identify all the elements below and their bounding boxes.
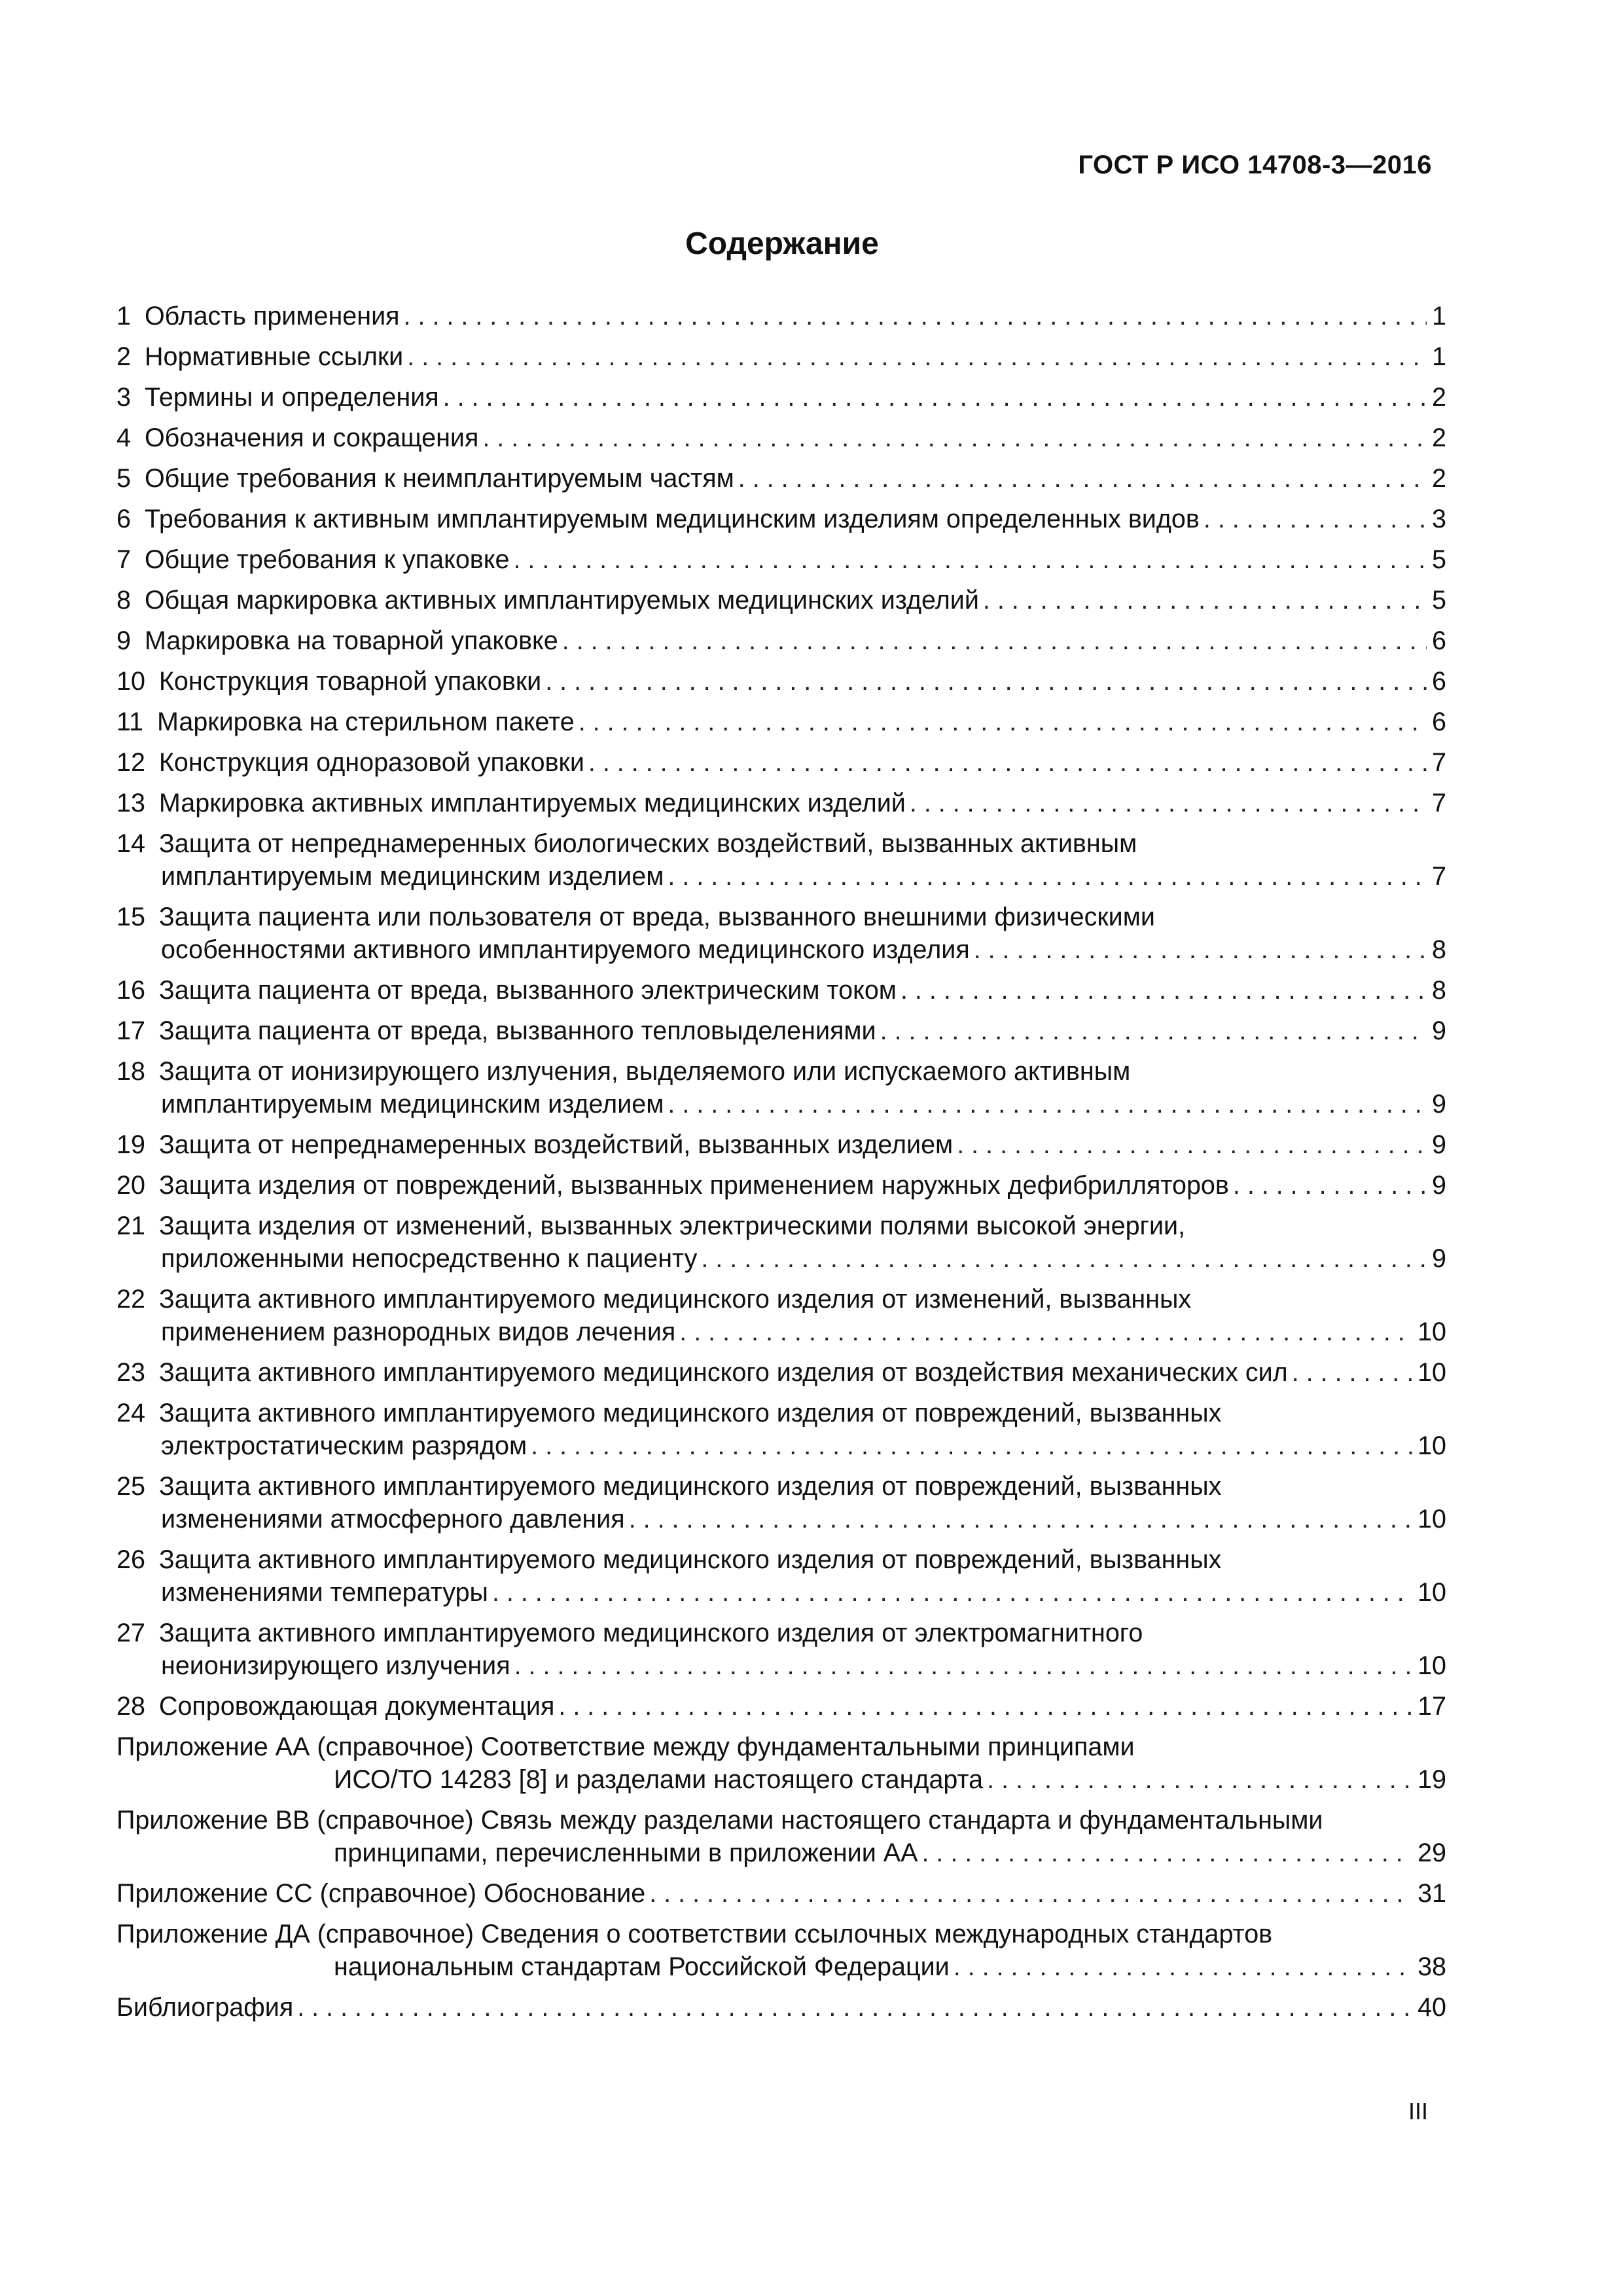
toc-entry-number: 7: [116, 545, 131, 574]
toc-page-number: 38: [1418, 1952, 1446, 1981]
dot-leader: [701, 1242, 1427, 1275]
dot-leader: [492, 1576, 1412, 1609]
toc-entry-number: 20: [116, 1171, 145, 1200]
toc-entry-text: [116, 1356, 1288, 1389]
toc-page-number: 17: [1418, 1692, 1446, 1721]
toc-entry[interactable]: [116, 901, 1446, 966]
toc-page-number: 1: [1432, 302, 1446, 331]
dot-leader: [482, 422, 1427, 454]
document-code: ГОСТ Р ИСО 14708-3—2016: [1078, 151, 1432, 179]
toc-entry[interactable]: [116, 1543, 1446, 1609]
toc-entry[interactable]: [116, 1356, 1446, 1389]
toc-entry-title: Общие требования к неимплантируемым частям: [144, 464, 734, 493]
toc-entry-title: Защита пациента от вреда, вызванного тепловыделениями: [158, 1016, 876, 1045]
toc-page-number: 10: [1418, 1358, 1446, 1387]
toc-page-number: 6: [1432, 708, 1446, 736]
toc-entry-title: принципами, перечисленными в приложении АА: [334, 1839, 918, 1867]
toc-entry[interactable]: [116, 422, 1446, 454]
toc-entry-number: 28: [116, 1692, 145, 1721]
toc-entry[interactable]: [116, 462, 1446, 495]
toc-entry-text: [161, 1576, 488, 1609]
toc-entry[interactable]: [116, 340, 1446, 373]
toc-entry[interactable]: [116, 746, 1446, 779]
toc-page-number: 19: [1418, 1765, 1446, 1794]
toc-entry-number: 25: [116, 1472, 145, 1501]
toc-entry-text: [334, 1950, 950, 1983]
toc-entry-text: [116, 1211, 1185, 1240]
toc-entry-text: [161, 1649, 510, 1682]
toc-entry-title: Защита активного имплантируемого медицинского изделия от изменений, вызванных: [158, 1285, 1192, 1314]
dot-leader: [297, 1991, 1412, 2024]
toc-entry-title: Защита активного имплантируемого медицинского изделия от повреждений, вызванных: [158, 1399, 1222, 1427]
toc-entry-number: 16: [116, 976, 145, 1005]
toc-entry-title: Защита пациента от вреда, вызванного электрическим током: [158, 976, 897, 1005]
toc-page-number: 10: [1418, 1505, 1446, 1534]
toc-entry-number: 2: [116, 342, 131, 371]
toc-page-number: 10: [1418, 1431, 1446, 1460]
toc-entry-text: [116, 787, 906, 819]
toc-entry-title: Защита активного имплантируемого медицинского изделия от воздействия механических сил: [158, 1358, 1288, 1387]
dot-leader: [1292, 1356, 1412, 1389]
toc-entry-number: 23: [116, 1358, 145, 1387]
dot-leader: [738, 462, 1427, 495]
toc-entry-title: неионизирующего излучения: [161, 1651, 510, 1680]
toc-page-number: 9: [1432, 1090, 1446, 1119]
toc-entry-title: Защита активного имплантируемого медицинского изделия от электромагнитного: [158, 1619, 1143, 1647]
toc-entry-title: Защита активного имплантируемого медицинского изделия от повреждений, вызванных: [158, 1472, 1222, 1501]
dot-leader: [880, 1014, 1427, 1047]
table-of-contents: [116, 300, 1446, 2032]
toc-entry-number: 24: [116, 1399, 145, 1427]
toc-entry-number: 3: [116, 383, 131, 412]
toc-entry-text: [116, 1545, 1221, 1574]
toc-entry-text: [161, 1316, 675, 1348]
toc-entry-title: Защита пациента или пользователя от вреда, вызванного внешними физическими: [158, 903, 1155, 931]
toc-entry-number: 5: [116, 464, 131, 493]
toc-entry-title: имплантируемым медицинским изделием: [161, 1090, 664, 1119]
toc-entry-title: национальным стандартам Российской Федерации: [334, 1952, 950, 1981]
toc-bibliography-entry[interactable]: [116, 1991, 1446, 2024]
toc-entry-text: [161, 1088, 664, 1121]
toc-entry[interactable]: [116, 1210, 1446, 1275]
dot-leader: [1233, 1169, 1427, 1202]
toc-page-number: 40: [1418, 1993, 1446, 2022]
toc-page-number: 31: [1418, 1879, 1446, 1908]
toc-entry-number: 27: [116, 1619, 145, 1647]
toc-page-number: 5: [1432, 545, 1446, 574]
toc-entry-number: 12: [116, 748, 145, 777]
toc-entry-text: [116, 462, 734, 495]
toc-entry-text: [116, 1128, 953, 1161]
toc-entry-title: имплантируемым медицинским изделием: [161, 862, 664, 891]
toc-entry[interactable]: [116, 584, 1446, 617]
toc-entry[interactable]: [116, 624, 1446, 657]
toc-page-number: 7: [1432, 862, 1446, 891]
dot-leader: [579, 706, 1427, 738]
toc-entry[interactable]: [116, 787, 1446, 819]
toc-entry-text: [116, 974, 897, 1007]
toc-entry-text: [334, 1837, 918, 1869]
toc-entry-title: Приложение АА (справочное) Соответствие между фундаментальными принципами: [116, 1732, 1135, 1761]
toc-appendix-entry[interactable]: [116, 1731, 1446, 1796]
toc-entry-number: 14: [116, 829, 145, 858]
dot-leader: [668, 860, 1427, 893]
toc-entry[interactable]: [116, 665, 1446, 698]
toc-entry-text: [161, 1503, 625, 1535]
dot-leader: [974, 933, 1427, 966]
toc-entry-number: 21: [116, 1211, 145, 1240]
toc-entry-title: Приложение ВВ (справочное) Связь между разделами настоящего стандарта и фундаментальными: [116, 1806, 1323, 1835]
toc-entry[interactable]: [116, 381, 1446, 414]
toc-entry-title: Библиография: [116, 1993, 294, 2022]
toc-entry-title: изменениями атмосферного давления: [161, 1505, 625, 1534]
toc-entry-title: Защита от ионизирующего излучения, выделяемого или испускаемого активным: [158, 1057, 1131, 1086]
toc-entry-text: [161, 1429, 527, 1462]
toc-entry-title: Общие требования к упаковке: [144, 545, 510, 574]
dot-leader: [404, 300, 1427, 332]
toc-entry[interactable]: [116, 300, 1446, 332]
toc-entry-text: [334, 1763, 983, 1796]
toc-page-number: 5: [1432, 586, 1446, 615]
dot-leader: [588, 746, 1427, 779]
dot-leader: [545, 665, 1427, 698]
toc-entry-text: [116, 1472, 1221, 1501]
toc-entry-text: [116, 1057, 1130, 1086]
toc-page-number: 7: [1432, 748, 1446, 777]
toc-title: Содержание: [685, 226, 879, 261]
toc-entry-number: 6: [116, 505, 131, 533]
toc-entry-text: [116, 1619, 1143, 1647]
dot-leader: [443, 381, 1427, 414]
toc-page-number: 9: [1432, 1171, 1446, 1200]
toc-entry-text: [116, 1877, 645, 1910]
toc-page-number: 9: [1432, 1130, 1446, 1159]
toc-entry-text: [116, 665, 541, 698]
toc-entry-title: Защита от непреднамеренных биологических воздействий, вызванных активным: [158, 829, 1137, 858]
toc-entry[interactable]: [116, 1055, 1446, 1121]
toc-entry-title: Маркировка на товарной упаковке: [144, 626, 558, 655]
toc-entry-text: [116, 1285, 1191, 1314]
toc-page-number: 6: [1432, 626, 1446, 655]
toc-entry-title: Область применения: [144, 302, 400, 331]
dot-leader: [629, 1503, 1412, 1535]
toc-entry-number: 1: [116, 302, 131, 331]
dot-leader: [668, 1088, 1427, 1121]
dot-leader: [957, 1128, 1427, 1161]
toc-entry-title: приложенными непосредственно к пациенту: [161, 1244, 698, 1273]
toc-entry-text: [161, 933, 970, 966]
toc-entry-title: Приложение ДА (справочное) Сведения о соответствии ссылочных международных стандартов: [116, 1920, 1273, 1948]
dot-leader: [910, 787, 1427, 819]
toc-entry-text: [116, 1806, 1323, 1835]
toc-entry-title: ИСО/ТО 14283 [8] и разделами настоящего стандарта: [334, 1765, 984, 1794]
toc-entry[interactable]: [116, 1397, 1446, 1462]
toc-entry-title: Сопровождающая документация: [158, 1692, 555, 1721]
toc-entry-text: [116, 381, 439, 414]
toc-entry-number: 11: [116, 708, 144, 736]
toc-entry-number: 17: [116, 1016, 145, 1045]
dot-leader: [514, 1649, 1412, 1682]
toc-entry-text: [116, 1399, 1221, 1427]
dot-leader: [921, 1837, 1412, 1869]
toc-page-number: 29: [1418, 1839, 1446, 1867]
dot-leader: [513, 543, 1427, 576]
toc-entry-number: 19: [116, 1130, 145, 1159]
toc-entry[interactable]: [116, 706, 1446, 738]
toc-entry-title: Требования к активным имплантируемым медицинским изделиям определенных видов: [144, 505, 1200, 533]
toc-entry-title: Обозначения и сокращения: [144, 423, 479, 452]
dot-leader: [1204, 503, 1427, 535]
dot-leader: [407, 340, 1427, 373]
toc-entry-text: [116, 706, 575, 738]
toc-entry-title: Нормативные ссылки: [144, 342, 404, 371]
dot-leader: [649, 1877, 1412, 1910]
dot-leader: [562, 624, 1427, 657]
toc-entry-title: особенностями активного имплантируемого медицинского изделия: [161, 935, 970, 964]
toc-entry-title: Защита активного имплантируемого медицинского изделия от повреждений, вызванных: [158, 1545, 1222, 1574]
toc-entry-text: [116, 503, 1200, 535]
toc-entry[interactable]: [116, 974, 1446, 1007]
toc-entry-text: [116, 1732, 1135, 1761]
dot-leader: [954, 1950, 1412, 1983]
toc-entry-title: изменениями температуры: [161, 1578, 488, 1607]
toc-page-number: 10: [1418, 1318, 1446, 1346]
toc-entry-text: [116, 624, 558, 657]
toc-appendix-entry[interactable]: [116, 1918, 1446, 1983]
toc-entry[interactable]: [116, 1283, 1446, 1348]
toc-entry[interactable]: [116, 1169, 1446, 1202]
toc-entry-text: [116, 829, 1137, 858]
toc-page-number: 2: [1432, 464, 1446, 493]
toc-entry-text: [116, 1014, 876, 1047]
toc-entry-text: [116, 340, 403, 373]
toc-entry-text: [161, 1242, 697, 1275]
toc-page-number: 3: [1432, 505, 1446, 533]
toc-entry-text: [116, 1690, 554, 1723]
toc-page-number: 2: [1432, 423, 1446, 452]
toc-page-number: 7: [1432, 789, 1446, 817]
toc-entry-title: Маркировка активных имплантируемых медицинских изделий: [158, 789, 906, 817]
toc-entry-title: Маркировка на стерильном пакете: [157, 708, 575, 736]
toc-entry[interactable]: [116, 1128, 1446, 1161]
toc-entry-number: 10: [116, 667, 145, 696]
toc-appendix-entry[interactable]: [116, 1804, 1446, 1869]
toc-entry-title: Защита от непреднамеренных воздействий, вызванных изделием: [158, 1130, 954, 1159]
toc-entry-number: 18: [116, 1057, 145, 1086]
toc-entry[interactable]: [116, 827, 1446, 893]
toc-entry-text: [116, 300, 400, 332]
toc-page-number: 9: [1432, 1244, 1446, 1273]
page-number: III: [1408, 2098, 1428, 2125]
toc-entry-title: применением разнородных видов лечения: [161, 1318, 676, 1346]
toc-entry-text: [116, 746, 584, 779]
toc-entry[interactable]: [116, 1014, 1446, 1047]
toc-entry-text: [116, 543, 509, 576]
toc-entry-number: 15: [116, 903, 145, 931]
toc-entry[interactable]: [116, 543, 1446, 576]
toc-page-number: 8: [1432, 935, 1446, 964]
toc-entry-text: [116, 584, 979, 617]
toc-entry[interactable]: [116, 1690, 1446, 1723]
dot-leader: [901, 974, 1427, 1007]
toc-page-number: 10: [1418, 1578, 1446, 1607]
toc-entry-text: [116, 1169, 1229, 1202]
toc-entry-text: [116, 422, 478, 454]
dot-leader: [531, 1429, 1412, 1462]
toc-entry[interactable]: [116, 1617, 1446, 1682]
toc-entry-text: [116, 903, 1155, 931]
toc-page-number: 10: [1418, 1651, 1446, 1680]
toc-entry-number: 26: [116, 1545, 145, 1574]
toc-entry-number: 13: [116, 789, 145, 817]
dot-leader: [679, 1316, 1412, 1348]
toc-entry-number: 22: [116, 1285, 145, 1314]
toc-page-number: 6: [1432, 667, 1446, 696]
dot-leader: [987, 1763, 1412, 1796]
toc-entry-title: электростатическим разрядом: [161, 1431, 527, 1460]
toc-entry-title: Общая маркировка активных имплантируемых медицинских изделий: [144, 586, 979, 615]
toc-entry-text: [161, 860, 664, 893]
toc-entry-title: Конструкция товарной упаковки: [158, 667, 542, 696]
dot-leader: [983, 584, 1427, 617]
toc-entry-text: [116, 1920, 1272, 1948]
toc-entry-title: Термины и определения: [144, 383, 439, 412]
toc-page-number: 8: [1432, 976, 1446, 1005]
toc-page-number: 2: [1432, 383, 1446, 412]
toc-entry-number: 9: [116, 626, 131, 655]
toc-entry-title: Конструкция одноразовой упаковки: [158, 748, 584, 777]
toc-entry[interactable]: [116, 503, 1446, 535]
toc-page-number: 9: [1432, 1016, 1446, 1045]
toc-entry-title: Защита изделия от изменений, вызванных электрическими полями высокой энергии,: [158, 1211, 1186, 1240]
toc-appendix-entry[interactable]: [116, 1877, 1446, 1910]
toc-entry-title: Приложение СС (справочное) Обоснование: [116, 1879, 646, 1908]
toc-entry-number: 8: [116, 586, 131, 615]
toc-entry-number: 4: [116, 423, 131, 452]
toc-entry[interactable]: [116, 1470, 1446, 1535]
toc-entry-title: Защита изделия от повреждений, вызванных применением наружных дефибрилляторов: [158, 1171, 1229, 1200]
toc-page-number: 1: [1432, 342, 1446, 371]
dot-leader: [558, 1690, 1412, 1723]
